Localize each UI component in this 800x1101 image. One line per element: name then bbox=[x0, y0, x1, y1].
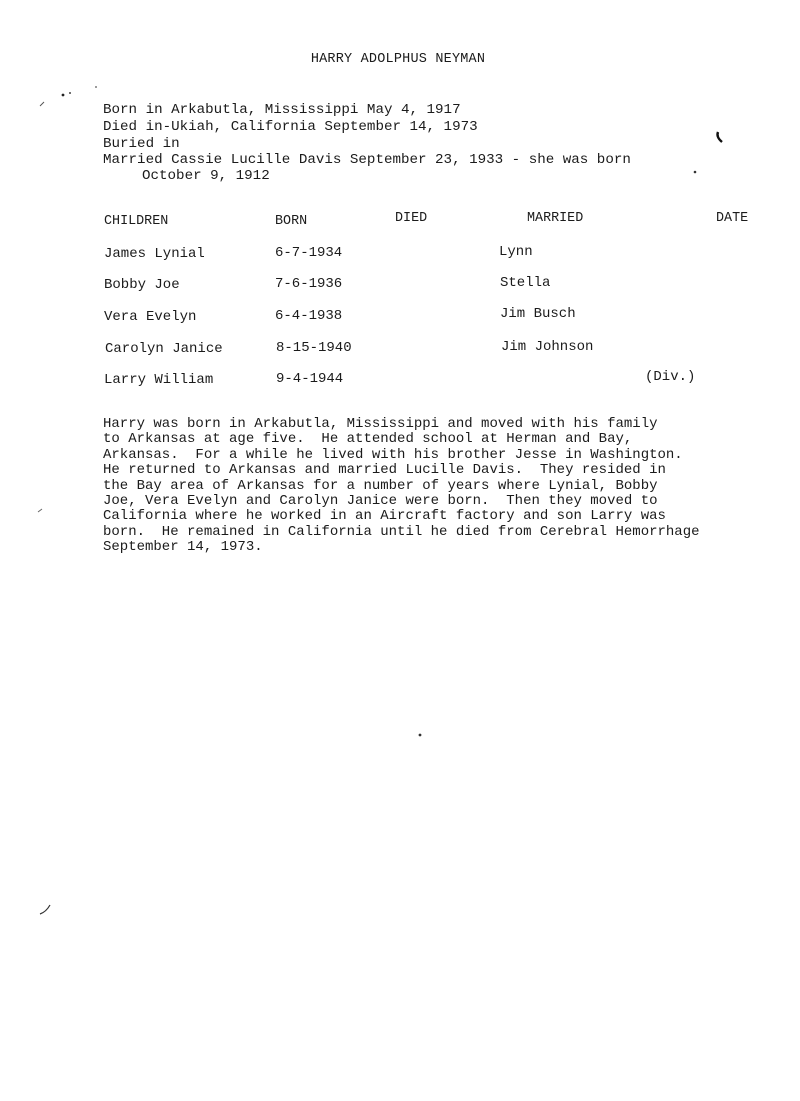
speck bbox=[40, 102, 44, 106]
biography-line: He returned to Arkansas and married Lucille Davis. They resided in bbox=[103, 462, 666, 479]
document-title: HARRY ADOLPHUS NEYMAN bbox=[310, 52, 486, 67]
child-name: Vera Evelyn bbox=[104, 309, 197, 325]
child-born: 6-4-1938 bbox=[275, 308, 343, 324]
speck bbox=[694, 171, 697, 174]
header-children: CHILDREN bbox=[104, 214, 169, 229]
speck bbox=[95, 86, 97, 88]
biography-line: to Arkansas at age five. He attended school at Herman and Bay, bbox=[103, 431, 633, 448]
spouse-birth-line: October 9, 1912 bbox=[142, 168, 270, 184]
header-date: DATE bbox=[716, 211, 749, 226]
burial-line: Buried in bbox=[103, 136, 180, 152]
speck bbox=[38, 509, 42, 512]
speck bbox=[718, 132, 723, 142]
child-married: Jim Johnson bbox=[501, 339, 594, 355]
speck bbox=[419, 734, 422, 737]
biography-line: the Bay area of Arkansas for a number of years where Lynial, Bobby bbox=[103, 477, 658, 494]
speck bbox=[69, 92, 71, 94]
biography-paragraph bbox=[103, 417, 793, 556]
speck bbox=[62, 94, 65, 97]
child-born: 7-6-1936 bbox=[275, 276, 343, 292]
divorce-note: (Div.) bbox=[645, 369, 696, 385]
child-born: 6-7-1934 bbox=[275, 245, 343, 261]
header-died: DIED bbox=[395, 211, 428, 226]
marriage-line: Married Cassie Lucille Davis September 23, 1933 - she was born bbox=[103, 152, 631, 168]
biography-line: Joe, Vera Evelyn and Carolyn Janice were born. Then they moved to bbox=[103, 492, 658, 509]
biography-line: September 14, 1973. bbox=[103, 539, 263, 556]
header-born: BORN bbox=[275, 214, 308, 229]
birth-line: Born in Arkabutla, Mississippi May 4, 1917 bbox=[103, 102, 461, 118]
child-name: Carolyn Janice bbox=[105, 341, 223, 357]
speck bbox=[40, 905, 50, 914]
biography-line: born. He remained in California until he died from Cerebral Hemorrhage bbox=[103, 523, 700, 540]
child-born: 9-4-1944 bbox=[276, 371, 344, 387]
child-married: Lynn bbox=[499, 244, 533, 260]
child-name: Larry William bbox=[104, 372, 214, 388]
child-married: Jim Busch bbox=[500, 306, 576, 322]
biography-line: California where he worked in an Aircraft factory and son Larry was bbox=[103, 508, 666, 525]
child-name: Bobby Joe bbox=[104, 277, 180, 293]
biography-line: Arkansas. For a while he lived with his brother Jesse in Washington. bbox=[103, 446, 683, 463]
child-married: Stella bbox=[500, 275, 551, 291]
child-born: 8-15-1940 bbox=[276, 340, 352, 356]
child-name: James Lynial bbox=[104, 246, 205, 262]
death-line: Died in-Ukiah, California September 14, 1973 bbox=[103, 119, 478, 135]
biography-line: Harry was born in Arkabutla, Mississippi and moved with his family bbox=[103, 416, 658, 432]
header-married: MARRIED bbox=[527, 211, 584, 226]
